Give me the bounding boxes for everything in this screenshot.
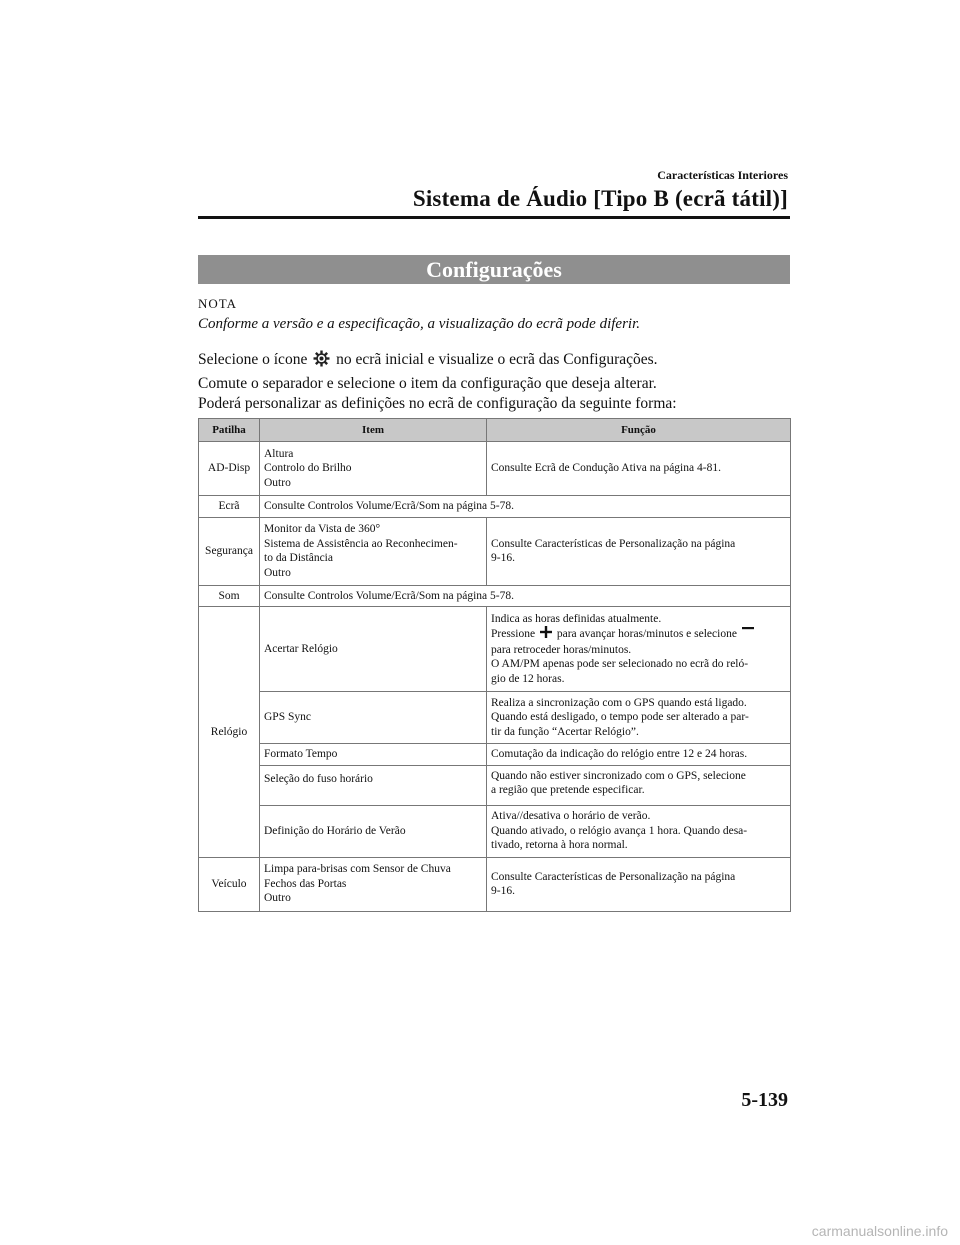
items-seguranca: Monitor da Vista de 360° Sistema de Assistência ao Reconhecimen- to da Distância Outro: [260, 517, 487, 585]
plus-icon: [540, 626, 552, 643]
item-acertar-relogio: Acertar Relógio: [260, 607, 487, 692]
header-rule: [198, 216, 790, 219]
items-veiculo: Limpa para-brisas com Sensor de Chuva Fechos das Portas Outro: [260, 857, 487, 911]
intro-line-2: Comute o separador e selecione o item da configuração que deseja alterar.: [198, 374, 657, 392]
item-horario-verao: Definição do Horário de Verão: [260, 805, 487, 857]
tab-ecra: Ecrã: [199, 496, 260, 518]
note-text: Conforme a versão e a especificação, a visualização do ecrã pode diferir.: [198, 316, 641, 332]
intro-line-3: Poderá personalizar as definições no ecrã de configuração da seguinte forma:: [198, 395, 677, 412]
settings-table: [198, 418, 791, 912]
watermark: carmanualsonline.info: [811, 1223, 948, 1239]
item-fuso-horario: Seleção do fuso horário: [260, 765, 487, 805]
table-row: [199, 857, 791, 911]
section-title: Sistema de Áudio [Tipo B (ecrã tátil)]: [412, 186, 788, 211]
acertar-line-3: para retroceder horas/minutos.: [491, 643, 632, 656]
tab-relogio: Relógio: [199, 607, 260, 858]
function-fuso-horario: Quando não estiver sincronizado com o GPS, selecione a região que pretende especificar.: [487, 765, 791, 805]
gear-icon: [313, 350, 330, 374]
item-formato-tempo: Formato Tempo: [260, 744, 487, 766]
intro-line-1-before: Selecione o ícone: [198, 351, 308, 368]
tab-veiculo: Veículo: [199, 857, 260, 911]
acertar-line-5: gio de 12 horas.: [491, 672, 565, 685]
item-gps-sync: GPS Sync: [260, 692, 487, 744]
table-header-row: [199, 419, 791, 442]
note-label: NOTA: [198, 296, 238, 311]
text-som: Consulte Controlos Volume/Ecrã/Som na página 5-78.: [260, 585, 791, 607]
header-item: Item: [260, 419, 487, 442]
tab-ad-disp: AD-Disp: [199, 442, 260, 496]
table-row: [199, 692, 791, 744]
function-seguranca: Consulte Características de Personalização na página 9-16.: [487, 517, 791, 585]
header-function: Função: [487, 419, 791, 442]
table-row: [199, 805, 791, 857]
text-ecra: Consulte Controlos Volume/Ecrã/Som na página 5-78.: [260, 496, 791, 518]
intro-paragraph: [198, 350, 677, 415]
chapter-title: Características Interiores: [657, 168, 788, 182]
table-row: [199, 517, 791, 585]
table-row: [199, 496, 791, 518]
function-formato-tempo: Comutação da indicação do relógio entre 12 e 24 horas.: [487, 744, 791, 766]
intro-line-1-after: no ecrã inicial e visualize o ecrã das Configurações.: [336, 351, 658, 368]
tab-som: Som: [199, 585, 260, 607]
minus-icon: [742, 626, 754, 643]
acertar-line-1: Indica as horas definidas atualmente.: [491, 612, 662, 625]
acertar-line-2b: para avançar horas/minutos e selecione: [556, 628, 737, 641]
function-horario-verao: Ativa//desativa o horário de verão. Quando ativado, o relógio avança 1 hora. Quando desa- tivado, retorna à hora normal.: [487, 805, 791, 857]
table-row: [199, 585, 791, 607]
intro-line-1: [198, 350, 677, 374]
acertar-line-2: [491, 626, 786, 643]
function-acertar-relogio: [487, 607, 791, 692]
table-row: [199, 442, 791, 496]
tab-seguranca: Segurança: [199, 517, 260, 585]
items-ad-disp: Altura Controlo do Brilho Outro: [260, 442, 487, 496]
header-tab: Patilha: [199, 419, 260, 442]
section-banner: Configurações: [198, 255, 790, 284]
page-number: 5-139: [741, 1089, 788, 1111]
table-row: [199, 744, 791, 766]
table-row: [199, 765, 791, 805]
function-gps-sync: Realiza a sincronização com o GPS quando está ligado. Quando está desligado, o tempo pode ser alterado a par- tir da função “Acertar Relógio”.: [487, 692, 791, 744]
table-row: [199, 607, 791, 692]
acertar-line-4: O AM/PM apenas pode ser selecionado no ecrã do reló-: [491, 658, 749, 671]
acertar-line-2a: Pressione: [491, 628, 536, 641]
function-ad-disp: Consulte Ecrã de Condução Ativa na página 4-81.: [487, 442, 791, 496]
function-veiculo: Consulte Características de Personalização na página 9-16.: [487, 857, 791, 911]
